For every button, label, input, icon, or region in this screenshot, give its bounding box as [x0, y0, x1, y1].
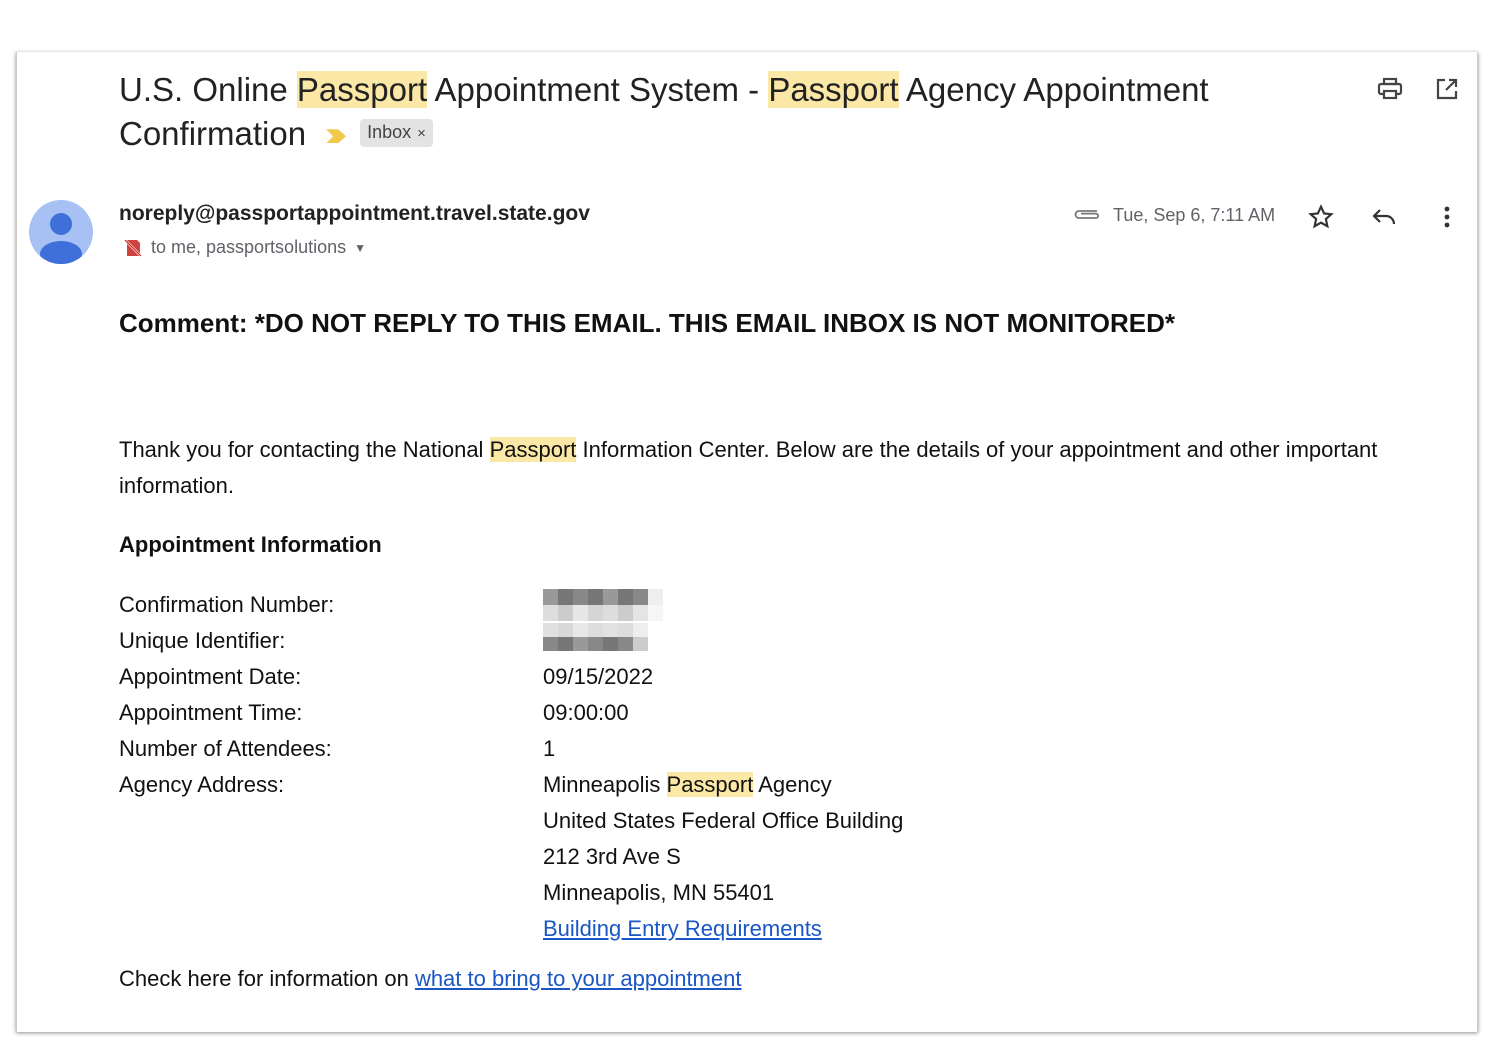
star-icon — [1308, 204, 1334, 230]
inbox-label — [360, 119, 433, 147]
agency-name — [543, 767, 832, 803]
section-title: Appointment Information — [119, 532, 382, 557]
recipients-text: to me, passportsolutions — [151, 237, 347, 257]
row-label: Unique Identifier: — [119, 628, 286, 653]
print-button[interactable] — [1375, 74, 1405, 104]
detail-row — [119, 587, 903, 623]
detail-row — [119, 623, 903, 659]
email-date: Tue, Sep 6, 7:11 AM — [1113, 205, 1276, 225]
address-row — [119, 839, 903, 875]
address-line: 212 3rd Ave S — [543, 844, 681, 869]
intro-text: Thank you for contacting the National — [119, 437, 490, 462]
appointment-time: 09:00:00 — [543, 700, 629, 725]
recipients[interactable] — [123, 237, 366, 258]
row-label: Number of Attendees: — [119, 736, 332, 761]
unencrypted-icon — [123, 238, 143, 258]
appointment-details — [119, 587, 903, 947]
sender-email[interactable]: noreply@passportappointment.travel.state.gov — [119, 202, 590, 225]
more-vert-icon — [1443, 205, 1451, 229]
address-row — [119, 803, 903, 839]
sender-avatar[interactable] — [29, 200, 93, 264]
subject-text: Appointment System - — [427, 71, 769, 108]
detail-row — [119, 695, 903, 731]
agency-text: Agency — [753, 772, 832, 797]
reply-icon — [1371, 205, 1397, 229]
redacted-unique-identifier — [543, 623, 663, 659]
reply-button[interactable] — [1369, 202, 1399, 232]
appointment-date: 09/15/2022 — [543, 664, 654, 689]
row-label: Confirmation Number: — [119, 592, 335, 617]
redacted-confirmation-number — [543, 589, 663, 623]
subject-highlight: Passport — [296, 71, 428, 108]
comment-notice: Comment: *DO NOT REPLY TO THIS EMAIL. THIS EMAIL INBOX IS NOT MONITORED* — [119, 308, 1175, 338]
building-entry-requirements-link[interactable]: Building Entry Requirements — [543, 916, 822, 941]
attachment-icon — [1073, 204, 1101, 229]
intro-highlight: Passport — [489, 437, 577, 462]
star-button[interactable] — [1306, 202, 1336, 232]
detail-row — [119, 731, 903, 767]
more-options-button[interactable] — [1432, 202, 1462, 232]
email-card — [16, 52, 1478, 1032]
open-new-window-icon — [1435, 77, 1459, 101]
detail-row — [119, 767, 903, 803]
details-dropdown-icon[interactable]: ▼ — [354, 240, 366, 255]
row-label: Appointment Time: — [119, 700, 303, 725]
inbox-label-text: Inbox — [367, 122, 412, 143]
remove-label-button[interactable]: × — [417, 125, 426, 143]
address-row — [119, 875, 903, 911]
subject-highlight: Passport — [768, 71, 899, 108]
attendees-count: 1 — [543, 736, 556, 761]
address-line: United States Federal Office Building — [543, 808, 904, 833]
subject-text: Agency Appointment Confirmation — [119, 71, 1209, 152]
intro-text: Information Center. Below are the details of your appointment and other important information. — [119, 437, 1378, 498]
intro-paragraph — [119, 432, 1409, 504]
email-subject — [119, 68, 1299, 156]
row-label: Appointment Date: — [119, 664, 302, 689]
check-info — [119, 966, 741, 992]
address-row — [119, 911, 903, 947]
agency-highlight: Passport — [666, 772, 754, 797]
open-in-new-window-button[interactable] — [1432, 74, 1462, 104]
person-icon — [29, 200, 93, 264]
check-text: Check here for information on — [119, 966, 415, 991]
address-line: Minneapolis, MN 55401 — [543, 880, 775, 905]
detail-row — [119, 659, 903, 695]
agency-text: Minneapolis — [543, 772, 667, 797]
row-label: Agency Address: — [119, 772, 285, 797]
important-marker-icon[interactable] — [326, 129, 346, 143]
subject-text: U.S. Online — [119, 71, 297, 108]
what-to-bring-link[interactable]: what to bring to your appointment — [414, 966, 742, 991]
print-icon — [1377, 77, 1403, 101]
